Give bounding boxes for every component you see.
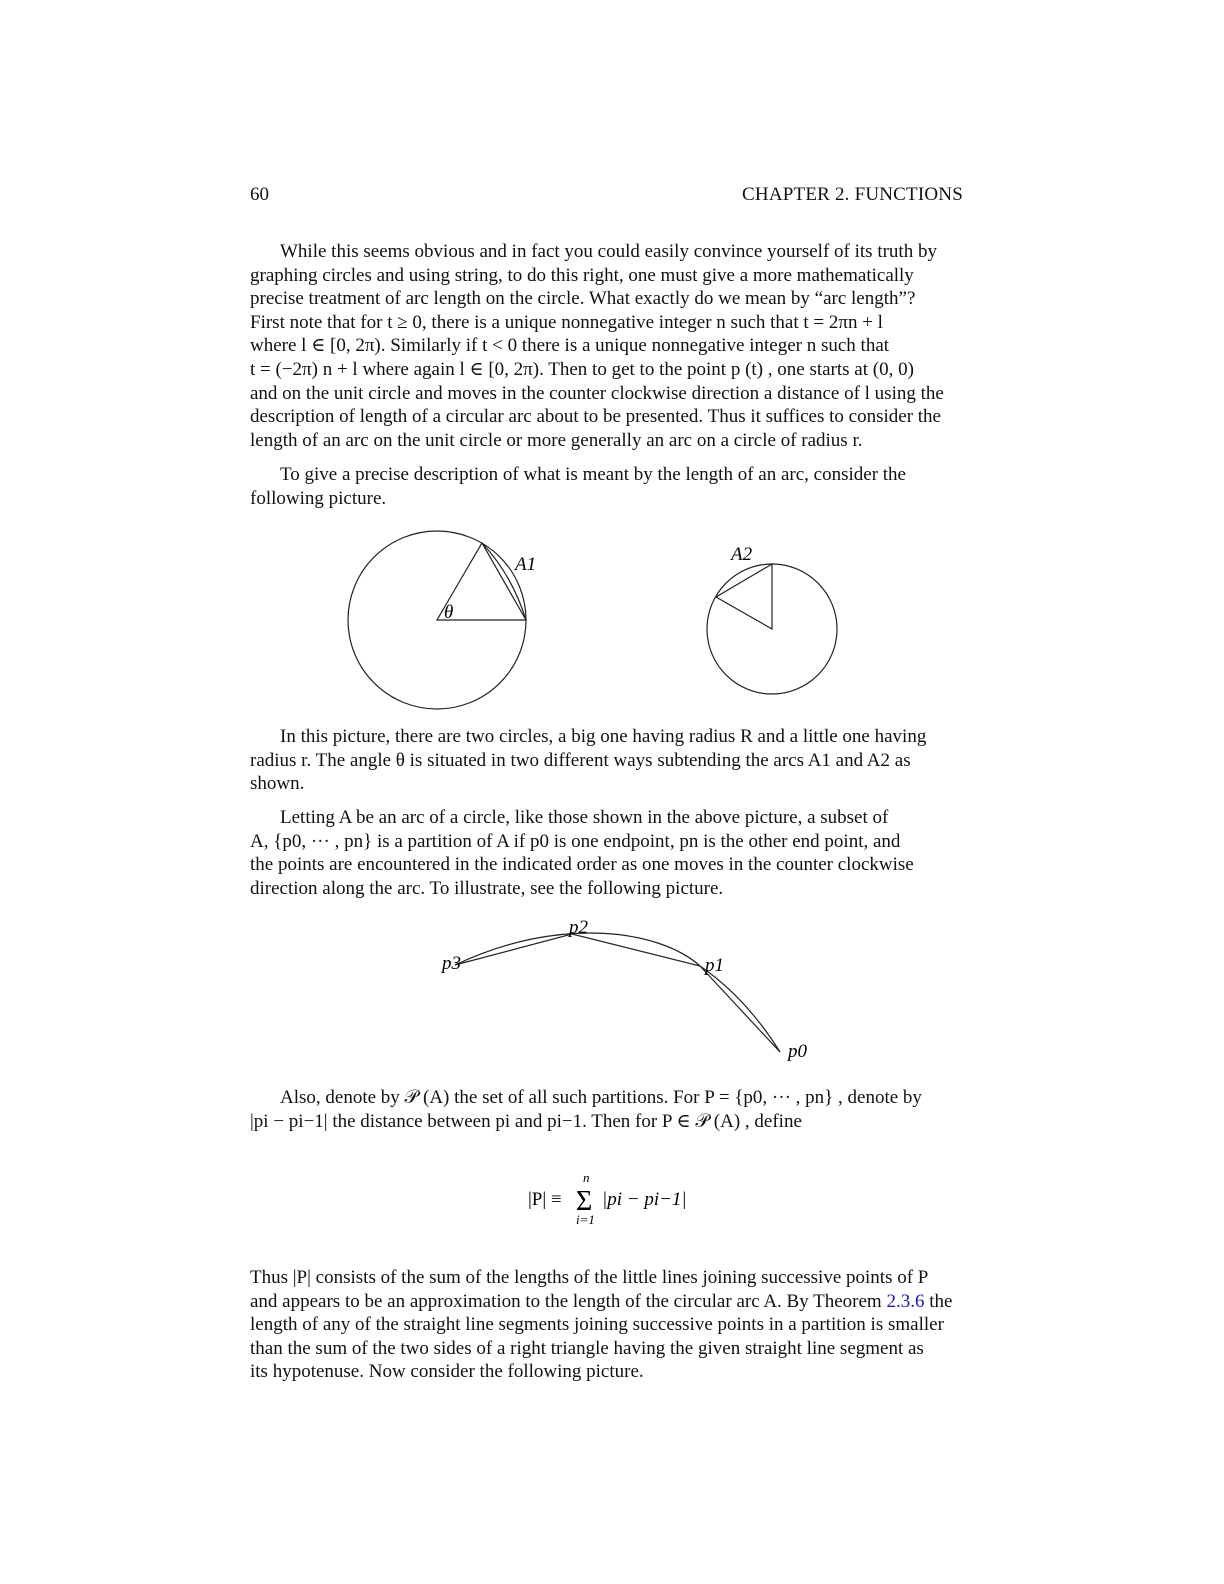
text-line: Thus |P| consists of the sum of the lengths of the little lines joining successive points of P (250, 1267, 929, 1288)
paragraph-two-circles (250, 725, 963, 796)
paragraph-partition-definition (250, 806, 963, 900)
text-line: shown. (250, 773, 305, 795)
page-number: 60 (250, 184, 269, 205)
text-span: and appears to be an approximation to the length of the circular arc A. By Theorem (250, 1290, 887, 1312)
point-label-p3: p3 (442, 953, 461, 974)
paragraph-partition-set (250, 1086, 963, 1133)
theta-label: θ (444, 602, 454, 623)
arc-label-a1: A1 (515, 554, 537, 575)
point-label-p0: p0 (788, 1041, 807, 1062)
text-line: description of length of a circular arc about to be presented. Thus it suffices to consider the (250, 406, 941, 428)
text-line: and on the unit circle and moves in the counter clockwise direction a distance of l using the (250, 382, 944, 404)
text-line: precise treatment of arc length on the circle. What exactly do we mean by “arc length”? (250, 288, 916, 310)
text-line: |pi − pi−1| the distance between pi and pi−1. Then for P ∈ 𝒫 (A) , define (250, 1110, 802, 1132)
text-line: where l ∈ [0, 2π). Similarly if t < 0 there is a unique nonnegative integer n such that (250, 335, 890, 357)
equation-rhs: |pi − pi−1| (602, 1189, 687, 1210)
paragraph-approximation (250, 1266, 963, 1384)
partition-chords (455, 934, 780, 1052)
text-line: direction along the arc. To illustrate, see the following picture. (250, 877, 724, 899)
text-line: A, {p0, ··· , pn} is a partition of A if p0 is one endpoint, pn is the other end point, and (250, 830, 901, 852)
text-line (250, 1290, 963, 1314)
figure-two-circles (0, 0, 1224, 720)
text-line: While this seems obvious and in fact you could easily convince yourself of its truth by (280, 241, 937, 262)
text-line: radius r. The angle θ is situated in two different ways subtending the arcs A1 and A2 as (250, 749, 911, 771)
text-line: graphing circles and using string, to do this right, one must give a more mathematically (250, 264, 914, 286)
text-line: its hypotenuse. Now consider the following picture. (250, 1361, 644, 1383)
text-line: than the sum of the two sides of a right triangle having the given straight line segment as (250, 1337, 924, 1359)
text-span: the (924, 1290, 953, 1312)
equation-lhs: |P| ≡ (528, 1189, 562, 1210)
text-line: length of any of the straight line segments joining successive points in a partition is smaller (250, 1314, 944, 1336)
sum-symbol: Σ (576, 1186, 593, 1217)
theorem-link[interactable]: 2.3.6 (886, 1290, 925, 1312)
sum-lower-limit: i=1 (576, 1212, 595, 1227)
figure-arc-partition (0, 900, 1224, 1070)
text-line: Also, denote by 𝒫 (A) the set of all such partitions. For P = {p0, ··· , pn} , denote by (280, 1087, 922, 1108)
text-line: t = (−2π) n + l where again l ∈ [0, 2π). Then to get to the point p (t) , one starts at (0, 0) (250, 358, 914, 380)
sum-upper-limit: n (583, 1170, 590, 1185)
text-line: Letting A be an arc of a circle, like those shown in the above picture, a subset of (280, 807, 889, 828)
equation-partition-length (0, 1165, 1224, 1235)
point-label-p1: p1 (705, 955, 724, 976)
point-label-p2: p2 (569, 917, 588, 938)
text-line: the points are encountered in the indicated order as one moves in the counter clockwise (250, 854, 914, 876)
text-line: To give a precise description of what is meant by the length of an arc, consider the (280, 464, 906, 485)
text-line: First note that for t ≥ 0, there is a unique nonnegative integer n such that t = 2πn + l (250, 311, 883, 333)
small-circle-angle-triangle (716, 564, 772, 629)
running-head: CHAPTER 2. FUNCTIONS (742, 184, 963, 205)
text-line: In this picture, there are two circles, a big one having radius R and a little one having (280, 726, 927, 747)
arc-label-a2: A2 (731, 544, 753, 565)
text-line: length of an arc on the unit circle or more generally an arc on a circle of radius r. (250, 429, 863, 451)
text-line: following picture. (250, 487, 387, 509)
partition-arc (455, 933, 780, 1052)
